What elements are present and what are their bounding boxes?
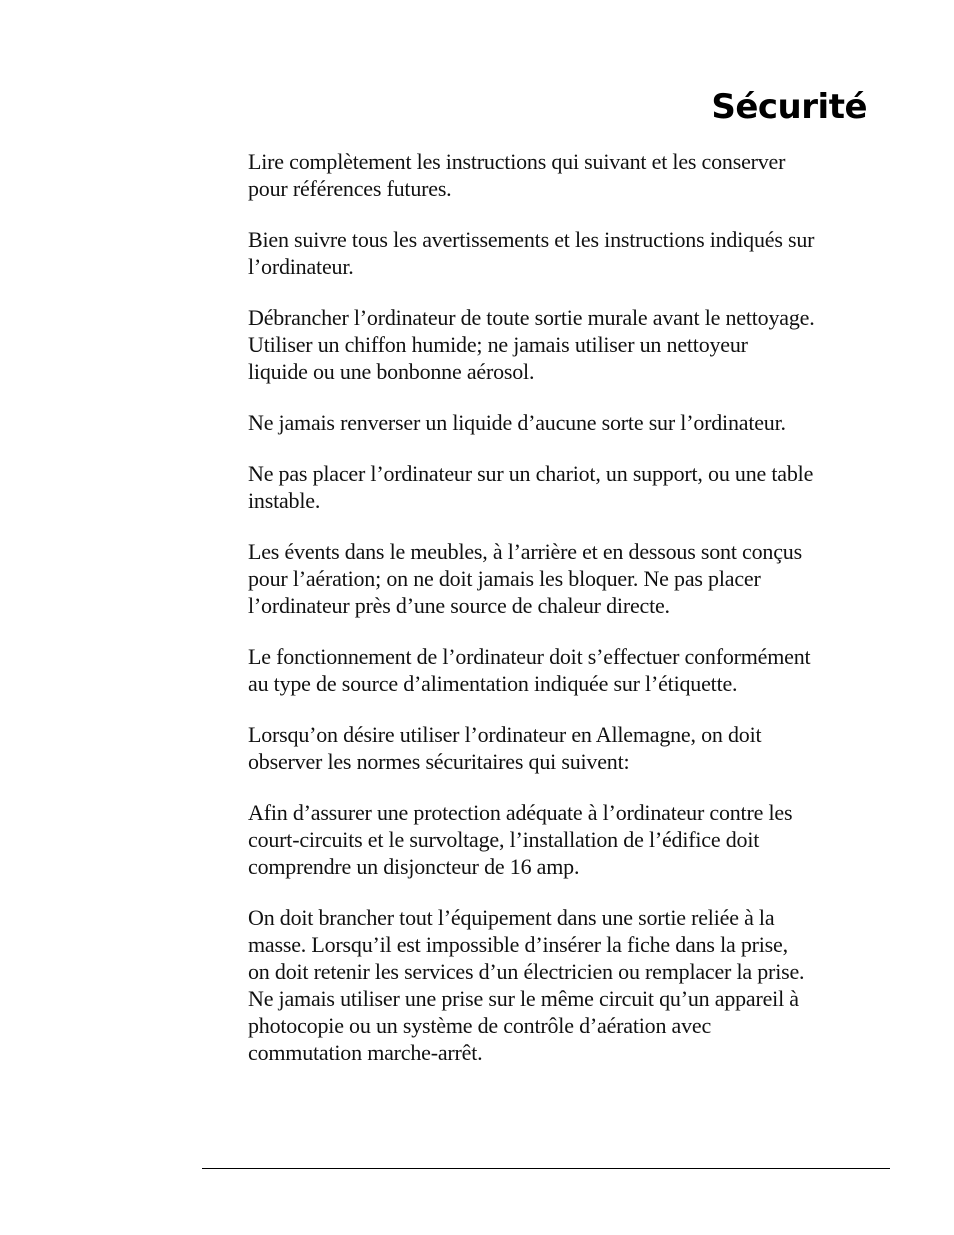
paragraph-line: Afin d’assurer une protection adéquate à l’ordinateur contre les [248,800,793,825]
paragraph-line: commutation marche-arrêt. [248,1040,483,1065]
paragraph-line: On doit brancher tout l’équipement dans une sortie reliée à la [248,905,775,930]
paragraph-line: liquide ou une bonbonne aérosol. [248,359,535,384]
paragraph-line: Lire complètement les instructions qui suivant et les conserver [248,149,786,174]
paragraph-line: on doit retenir les services d’un électricien ou remplacer la prise. [248,959,805,984]
paragraph-9 [248,799,913,880]
paragraph-line: Bien suivre tous les avertissements et les instructions indiqués sur [248,227,815,252]
paragraph-line: Lorsqu’on désire utiliser l’ordinateur en Allemagne, on doit [248,722,762,747]
paragraph-line: pour l’aération; on ne doit jamais les bloquer. Ne pas placer [248,566,761,591]
footer-divider [202,1168,890,1169]
paragraph-1 [248,148,913,202]
paragraph-line: photocopie ou un système de contrôle d’aération avec [248,1013,712,1038]
paragraph-line: Ne pas placer l’ordinateur sur un chariot, un support, ou une table [248,461,814,486]
paragraph-3 [248,304,913,385]
paragraph-6 [248,538,913,619]
paragraph-line: instable. [248,488,321,513]
paragraph-line: au type de source d’alimentation indiquée sur l’étiquette. [248,671,738,696]
paragraph-line: Ne jamais renverser un liquide d’aucune sorte sur l’ordinateur. [248,410,786,435]
paragraph-4 [248,409,913,436]
paragraph-line: l’ordinateur près d’une source de chaleur directe. [248,593,670,618]
paragraph-line: Les évents dans le meubles, à l’arrière et en dessous sont conçus [248,539,802,564]
paragraph-line: court-circuits et le survoltage, l’installation de l’édifice doit [248,827,760,852]
paragraph-line: l’ordinateur. [248,254,354,279]
paragraph-line: comprendre un disjoncteur de 16 amp. [248,854,580,879]
paragraph-line: pour références futures. [248,176,452,201]
paragraph-8 [248,721,913,775]
paragraph-line: Le fonctionnement de l’ordinateur doit s’effectuer conformément [248,644,811,669]
paragraph-line: masse. Lorsqu’il est impossible d’insérer la fiche dans la prise, [248,932,788,957]
paragraph-line: Utiliser un chiffon humide; ne jamais utiliser un nettoyeur [248,332,748,357]
safety-instructions [248,148,913,1090]
paragraph-5 [248,460,913,514]
page-title: Sécurité [711,87,867,127]
paragraph-line: Débrancher l’ordinateur de toute sortie murale avant le nettoyage. [248,305,815,330]
paragraph-2 [248,226,913,280]
paragraph-line: observer les normes sécuritaires qui suivent: [248,749,630,774]
paragraph-10 [248,904,913,1066]
paragraph-7 [248,643,913,697]
paragraph-line: Ne jamais utiliser une prise sur le même circuit qu’un appareil à [248,986,799,1011]
